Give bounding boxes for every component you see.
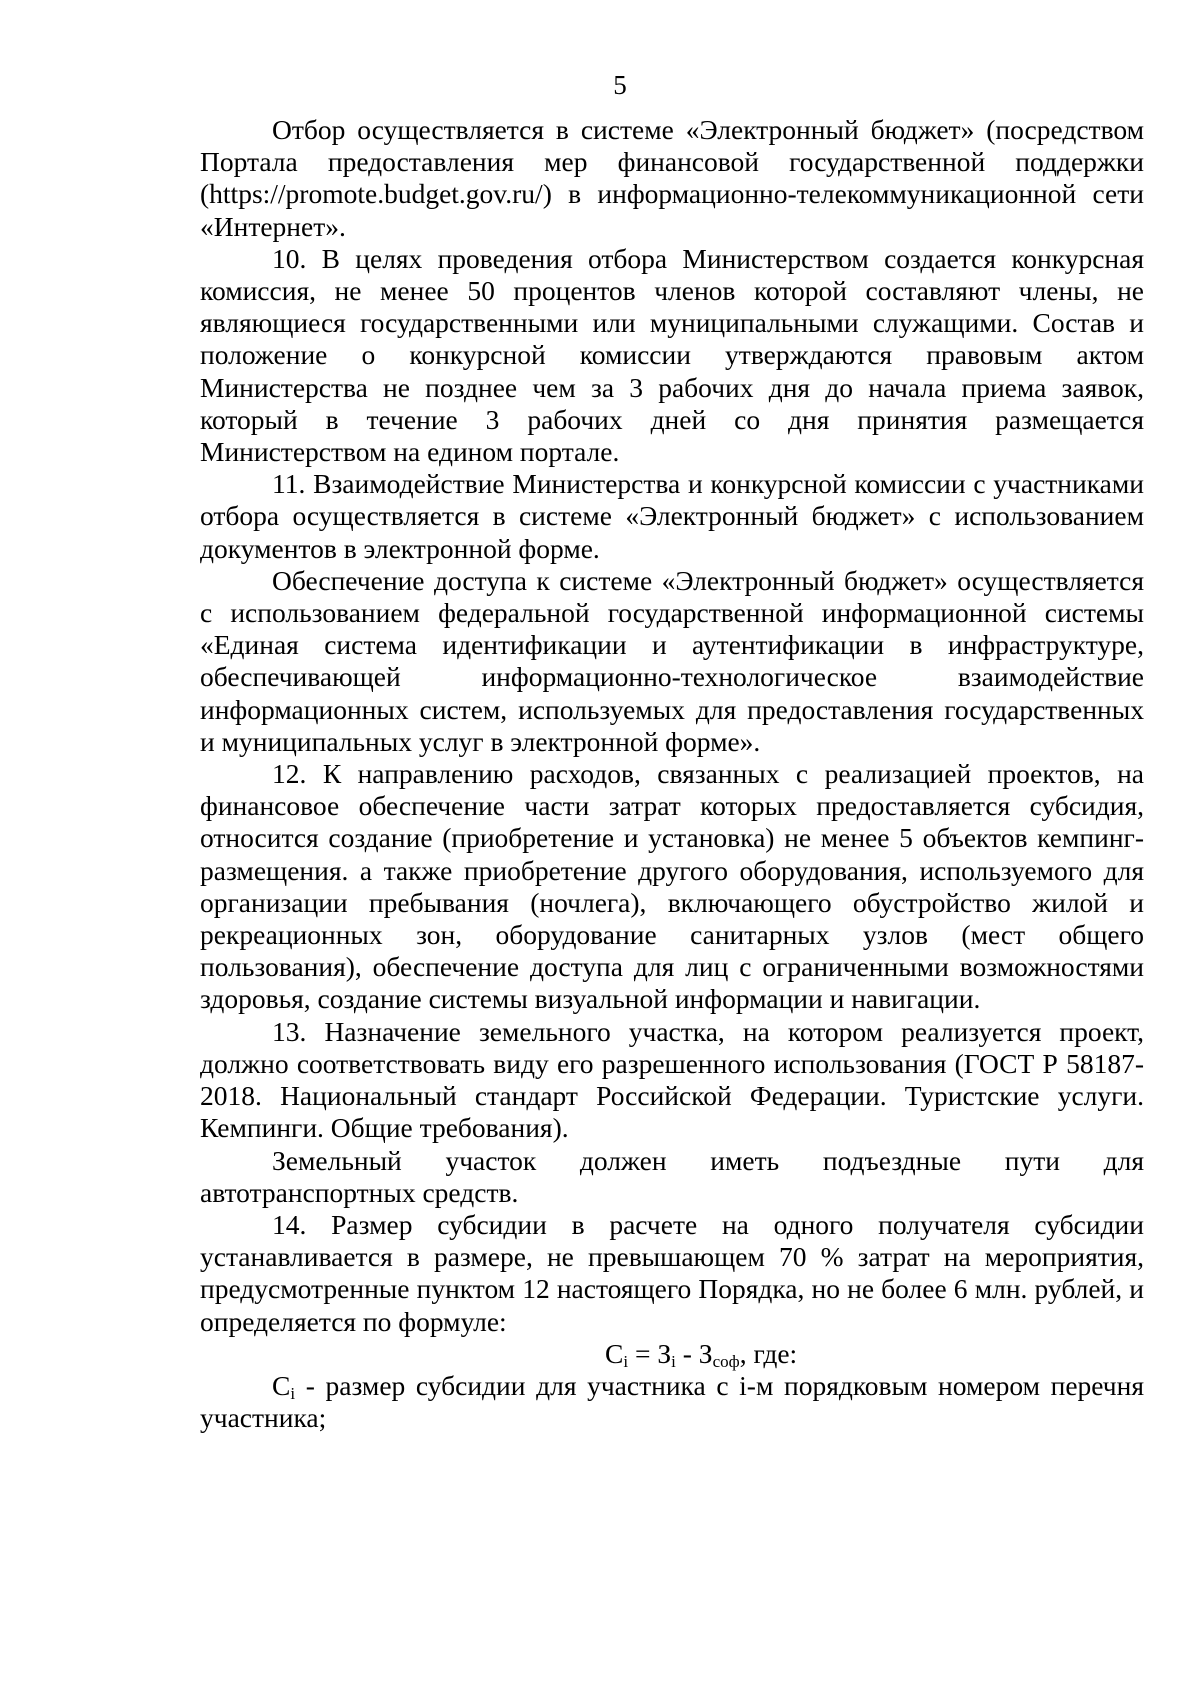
document-body <box>200 114 1144 1434</box>
paragraph-14: 14. Размер субсидии в расчете на одного получателя субсидии устанавливается в размере, не превышающем 70 % затрат на мероприятия, предусмотренные пунктом 12 настоящего Порядка, но не более 6 млн. рублей, и определяется по формуле: <box>200 1208 1144 1337</box>
paragraph-11-access: Обеспечение доступа к системе «Электронный бюджет» осуществляется с использованием федеральной государственной информационной системы «Единая система идентификации и аутентификации в инфраструктуре, обеспечивающей информационно-технологическое взаимодействие информационных систем, используемых для предоставления государственных и муниципальных услуг в электронной форме». <box>200 564 1144 757</box>
paragraph-selection-system: Отбор осуществляется в системе «Электронный бюджет» (посредством Портала предоставления мер финансовой государственной поддержки (https://promote.budget.gov.ru/) в информационно-телекоммуникационной сети «Интернет». <box>200 114 1144 242</box>
definition-text: - размер субсидии для участника с i-м порядковым номером перечня участника; <box>200 1369 1144 1434</box>
formula-c-subscript: i <box>623 1351 629 1371</box>
paragraph-11: 11. Взаимодействие Министерства и конкурсной комиссии с участниками отбора осуществляется в системе «Электронный бюджет» с использованием документов в электронной форме. <box>200 468 1144 564</box>
paragraph-10: 10. В целях проведения отбора Министерством создается конкурсная комиссия, не менее 50 процентов членов которой составляют члены, не являющиеся государственными или муниципальными служащими. Состав и положение о конкурсной комиссии утверждаются правовым актом Министерства не позднее чем за 3 рабочих дня до начала приема заявок, который в течение 3 рабочих дней со дня принятия размещается Министерством на едином портале. <box>200 242 1144 468</box>
definition-symbol-subscript: i <box>290 1383 296 1403</box>
formula-z2: З <box>698 1337 713 1369</box>
formula-equals: = <box>628 1337 658 1369</box>
formula-z2-subscript: соф <box>712 1351 740 1371</box>
formula-z1: З <box>657 1337 672 1369</box>
paragraph-13-land: Земельный участок должен иметь подъездные пути для автотранспортных средств. <box>200 1144 1144 1208</box>
formula-z1-subscript: i <box>671 1351 676 1371</box>
definition-symbol: C <box>272 1369 291 1401</box>
paragraph-13: 13. Назначение земельного участка, на котором реализуется проект, должно соответствовать виду его разрешенного использования (ГОСТ Р 58187-2018. Национальный стандарт Российской Федерации. Туристские услуги. Кемпинги. Общие требования). <box>200 1015 1144 1144</box>
page-number: 5 <box>613 70 627 100</box>
formula-minus: - <box>675 1337 699 1369</box>
definition-ci <box>200 1370 1144 1434</box>
paragraph-12: 12. К направлению расходов, связанных с реализацией проектов, на финансовое обеспечение части затрат которых предоставляется субсидия, относится создание (приобретение и установка) не менее 5 объектов кемпинг-размещения. а также приобретение другого оборудования, используемого для организации пребывания (ночлега), включающего обустройство жилой и рекреационных зон, оборудование санитарных узлов (мест общего пользования), обеспечение доступа для лиц с ограниченными возможностями здоровья, создание системы визуальной информации и навигации. <box>200 758 1144 1015</box>
subsidy-formula <box>200 1338 1144 1370</box>
formula-c: C <box>605 1337 624 1369</box>
formula-tail: , где: <box>739 1337 798 1369</box>
